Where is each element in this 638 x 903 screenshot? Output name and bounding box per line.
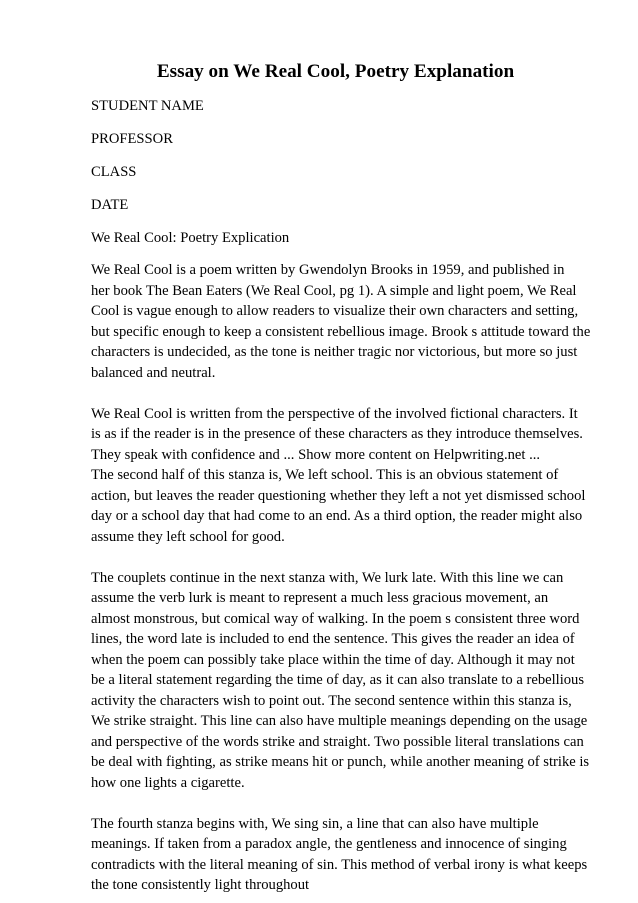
text-line: action, but leaves the reader questioning whether they left a not yet dismissed school <box>91 487 586 504</box>
document-title: Essay on We Real Cool, Poetry Explanation <box>156 61 515 82</box>
text-line: lines, the word late is included to end the sentence. This gives the reader an idea of <box>91 631 575 648</box>
text-line: They speak with confidence and ... Show more content on Helpwriting.net ... <box>91 446 541 463</box>
text-line: We Real Cool is written from the perspective of the involved fictional characters. It <box>91 405 578 422</box>
paragraph-3 <box>91 568 590 794</box>
text-line: almost monstrous, but comical way of walking. In the poem s consistent three word <box>91 610 580 627</box>
text-line: assume the verb lurk is meant to represent a much less gracious movement, an <box>91 590 549 607</box>
text-line: but specific enough to keep a consistent rebellious image. Brook s attitude toward the <box>91 323 591 340</box>
text-line: when the poem can possibly take place within the time of day. Although it may not <box>91 651 575 668</box>
text-line: contradicts with the literal meaning of sin. This method of verbal irony is what keeps <box>91 856 588 873</box>
text-line: activity the characters wish to point out. The second sentence within this stanza is, <box>91 692 572 709</box>
text-line: The second half of this stanza is, We left school. This is an obvious statement of <box>91 467 559 484</box>
paragraph-4 <box>91 814 590 896</box>
essay-subtitle: We Real Cool: Poetry Explication <box>91 229 290 246</box>
text-line: balanced and neutral. <box>91 364 216 381</box>
date-field: DATE <box>91 196 129 213</box>
text-line: how one lights a cigarette. <box>91 774 245 791</box>
text-line: meanings. If taken from a paradox angle, the gentleness and innocence of singing <box>91 836 567 853</box>
text-line: is as if the reader is in the presence of these characters as they introduce themselves. <box>91 426 583 443</box>
text-line: the tone consistently light throughout <box>91 877 310 894</box>
text-line: be deal with fighting, as strike means hit or punch, while another meaning of strike is <box>91 754 590 771</box>
class-field: CLASS <box>91 163 137 180</box>
text-line: assume they left school for good. <box>91 528 285 545</box>
text-line: be a literal statement regarding the time of day, as it can also translate to a rebellious <box>91 672 585 689</box>
text-line: day or a school day that had come to an end. As a third option, the reader might also <box>91 508 583 525</box>
text-line: characters is undecided, as the tone is neither tragic nor victorious, but more so just <box>91 344 578 361</box>
text-line: Cool is vague enough to allow readers to visualize their own characters and setting, <box>91 303 579 320</box>
paragraph-2 <box>91 404 590 548</box>
text-line: The fourth stanza begins with, We sing sin, a line that can also have multiple <box>91 815 539 832</box>
text-line: and perspective of the words strike and straight. Two possible literal translations can <box>91 733 584 750</box>
student-name-field: STUDENT NAME <box>91 98 204 114</box>
text-line: We strike straight. This line can also have multiple meanings depending on the usage <box>91 713 588 730</box>
text-line: her book The Bean Eaters (We Real Cool, pg 1). A simple and light poem, We Real <box>91 282 577 299</box>
text-line: The couplets continue in the next stanza with, We lurk late. With this line we can <box>91 569 564 586</box>
text-line: We Real Cool is a poem written by Gwendolyn Brooks in 1959, and published in <box>91 262 565 279</box>
professor-field: PROFESSOR <box>91 130 173 147</box>
paragraph-1 <box>91 260 590 383</box>
